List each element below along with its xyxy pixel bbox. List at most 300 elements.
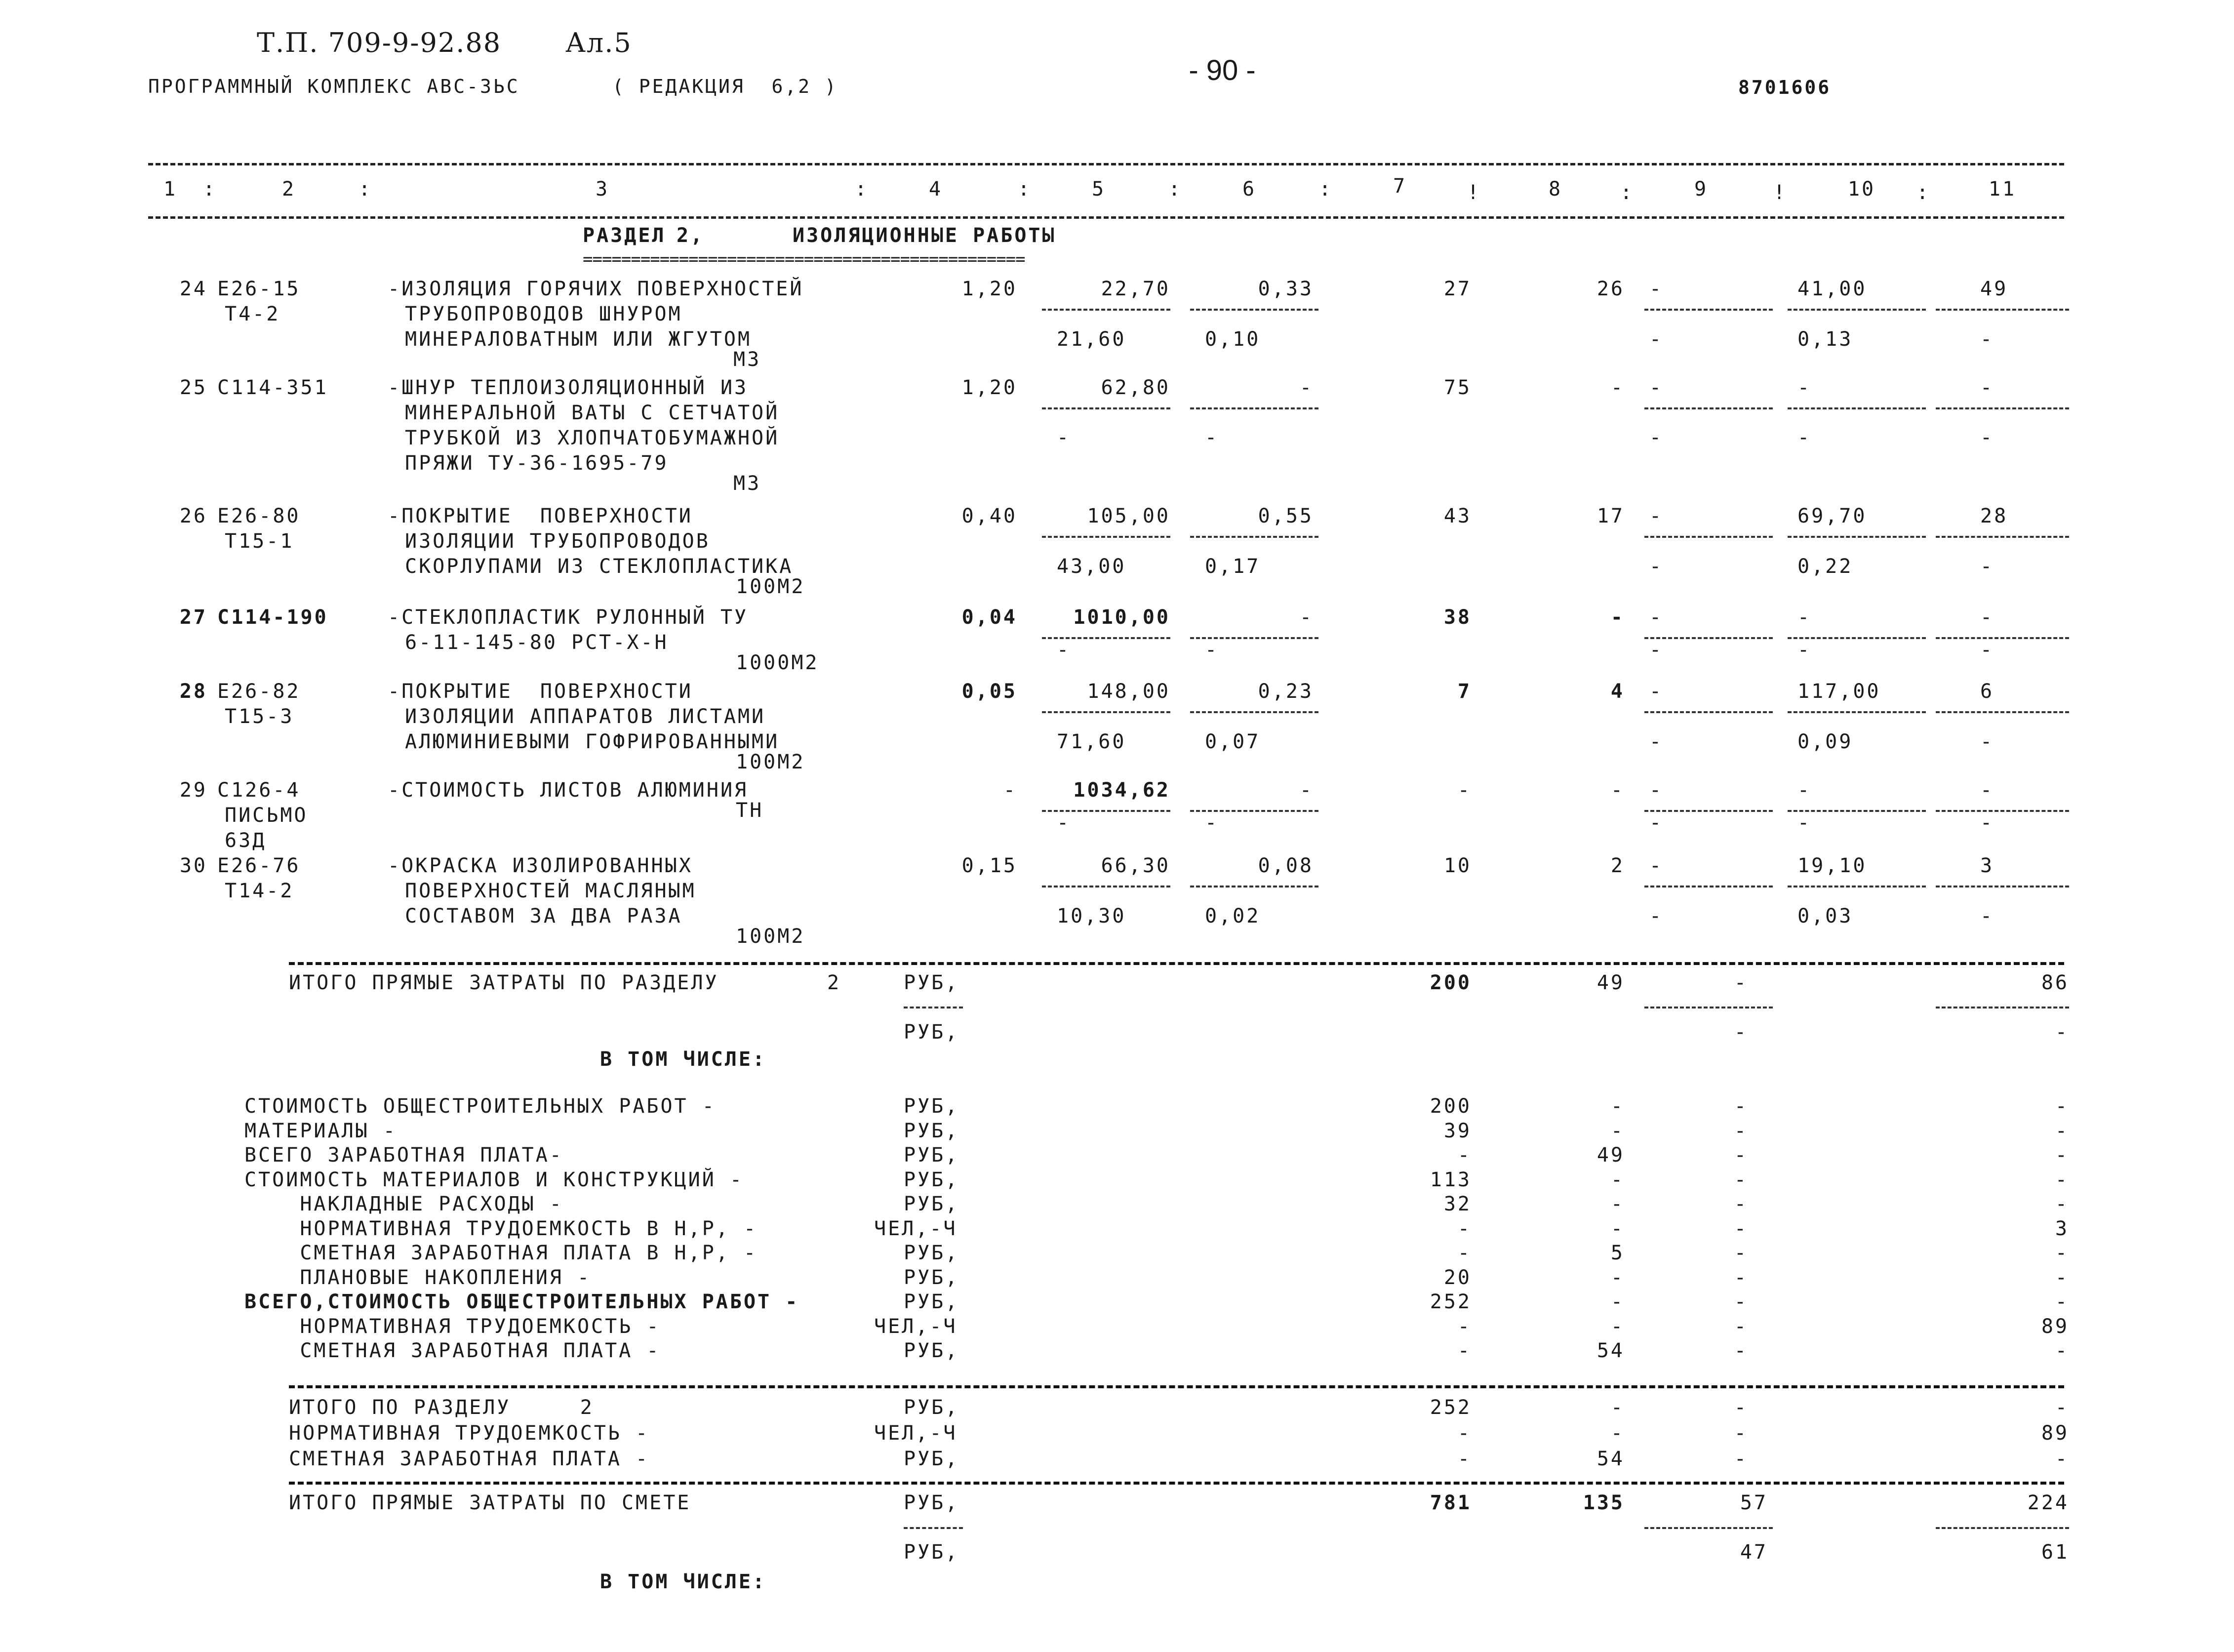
item-total-cost: 43: [1443, 505, 1472, 527]
item-total-cost: 27: [1443, 278, 1472, 300]
item-c11: 3: [1980, 854, 1995, 877]
summary-c7: -: [1457, 1448, 1472, 1470]
item-code: Е26-80: [217, 505, 301, 527]
item-c6: -: [1299, 606, 1314, 629]
breakdown-c8: -: [1610, 1119, 1625, 1142]
item-c10-lower: 0,22: [1797, 555, 1853, 578]
item-description: ПРЯЖИ ТУ-36-1695-79: [405, 452, 669, 475]
breakdown-label: ПЛАНОВЫЕ НАКОПЛЕНИЯ -: [244, 1266, 592, 1289]
item-c6: 0,55: [1258, 505, 1314, 527]
section-total-c9b: -: [1734, 1021, 1748, 1044]
item-unit: М3: [733, 348, 761, 371]
breakdown-unit: РУБ,: [904, 1144, 959, 1167]
section-total-c8: 49: [1596, 971, 1625, 994]
breakdown-label: ВСЕГО ЗАРАБОТНАЯ ПЛАТА-: [244, 1144, 563, 1167]
breakdown-c11: -: [2055, 1290, 2069, 1313]
item-description: ИЗОЛЯЦИИ ТРУБОПРОВОДОВ: [405, 530, 710, 553]
page-number: - 90 -: [1189, 54, 1256, 86]
cell-rule: [1042, 309, 1170, 311]
item-unit: 100М2: [736, 925, 805, 948]
item-total-cost: -: [1457, 779, 1472, 802]
item-description: -СТЕКЛОПЛАСТИК РУЛОННЫЙ ТУ: [388, 606, 749, 629]
item-code: Т4-2: [225, 303, 280, 325]
summary-unit: РУБ,: [904, 1396, 959, 1419]
breakdown-c9: -: [1734, 1168, 1748, 1191]
item-code: С126-4: [217, 779, 301, 802]
item-c11-lower: -: [1980, 555, 1995, 578]
breakdown-unit: РУБ,: [904, 1290, 959, 1313]
breakdown-c8: -: [1610, 1095, 1625, 1118]
breakdown-unit: ЧЕЛ,-Ч: [874, 1315, 957, 1338]
item-c6: -: [1299, 779, 1314, 802]
section-total-rule: [289, 962, 2064, 965]
item-c6: 0,33: [1258, 278, 1314, 300]
cell-rule: [1936, 536, 2069, 538]
item-c10-lower: -: [1797, 811, 1812, 834]
item-unit-price: 1034,62: [1073, 779, 1170, 802]
item-unit-price: 105,00: [1087, 505, 1170, 527]
item-total-cost: 75: [1443, 376, 1472, 399]
item-c6: 0,08: [1258, 854, 1314, 877]
cell-rule: [1936, 711, 2069, 713]
item-c8: -: [1610, 376, 1625, 399]
item-quantity: -: [1003, 779, 1017, 802]
item-c11-lower: -: [1980, 811, 1995, 834]
item-c9-lower: -: [1649, 328, 1664, 351]
breakdown-unit: РУБ,: [904, 1119, 959, 1142]
breakdown-c7: -: [1457, 1315, 1472, 1338]
item-number: 25: [179, 376, 207, 399]
cell-rule: [1190, 536, 1318, 538]
cell-rule: [1190, 886, 1318, 887]
breakdown-c11: -: [2055, 1266, 2069, 1289]
breakdown-c11: -: [2055, 1242, 2069, 1264]
item-c10: -: [1797, 606, 1812, 629]
cell-rule: [1644, 886, 1773, 887]
cell-rule: [1644, 407, 1773, 409]
item-unit: 100М2: [736, 751, 805, 773]
breakdown-unit: РУБ,: [904, 1095, 959, 1118]
item-c11-lower: -: [1980, 730, 1995, 753]
breakdown-c7: 32: [1443, 1193, 1472, 1215]
item-code: Т15-1: [225, 530, 294, 553]
breakdown-label: СТОИМОСТЬ ОБЩЕСТРОИТЕЛЬНЫХ РАБОТ -: [244, 1095, 716, 1118]
section-total-label: ИТОГО ПРЯМЫЕ ЗАТРАТЫ ПО РАЗДЕЛУ: [289, 971, 719, 994]
breakdown-c9: -: [1734, 1119, 1748, 1142]
cell-rule: [1042, 711, 1170, 713]
summary-c11: -: [2055, 1396, 2069, 1419]
breakdown-label: НОРМАТИВНАЯ ТРУДОЕМКОСТЬ -: [244, 1315, 661, 1338]
item-c6: 0,23: [1258, 680, 1314, 703]
item-description: АЛЮМИНИЕВЫМИ ГОФРИРОВАННЫМИ: [405, 730, 780, 753]
item-c8: -: [1610, 606, 1625, 629]
estimate-total-rule: [289, 1482, 2064, 1485]
item-c8: 26: [1596, 278, 1625, 300]
estimate-total-unit: РУБ,: [904, 1491, 959, 1514]
breakdown-c11: -: [2055, 1095, 2069, 1118]
item-unit-price-lower: 10,30: [1057, 905, 1126, 927]
cell-rule: [1042, 407, 1170, 409]
item-total-cost: 38: [1443, 606, 1472, 629]
cell-rule: [1788, 886, 1926, 887]
item-code: Е26-82: [217, 680, 301, 703]
estimate-total-c9: 57: [1740, 1491, 1768, 1514]
cell-rule: [1936, 407, 2069, 409]
breakdown-c8: -: [1610, 1315, 1625, 1338]
item-number: 24: [179, 278, 207, 300]
item-c10-lower: -: [1797, 639, 1812, 661]
cell-rule: [1644, 711, 1773, 713]
section-total-unit: РУБ,: [904, 971, 959, 994]
breakdown-c11: -: [2055, 1339, 2069, 1362]
col-sep: :: [1620, 181, 1635, 204]
item-c8: 2: [1610, 854, 1625, 877]
summary-c9: -: [1734, 1422, 1748, 1445]
item-unit-price: 1010,00: [1073, 606, 1170, 629]
breakdown-c8: -: [1610, 1217, 1625, 1240]
breakdown-unit: РУБ,: [904, 1242, 959, 1264]
summary-label: СМЕТНАЯ ЗАРАБОТНАЯ ПЛАТА -: [289, 1448, 650, 1470]
breakdown-c8: 54: [1596, 1339, 1625, 1362]
col-sep: :: [854, 178, 869, 201]
section-total-c7: 200: [1430, 971, 1472, 994]
item-description: -ПОКРЫТИЕ ПОВЕРХНОСТИ: [388, 505, 693, 527]
section-total-unit-rule: [904, 1007, 963, 1008]
section-number: 2,: [677, 224, 705, 247]
breakdown-c9: -: [1734, 1315, 1748, 1338]
summary-top-rule: [289, 1385, 2064, 1388]
estimate-total-c8: 135: [1583, 1491, 1625, 1514]
breakdown-c7: 113: [1430, 1168, 1472, 1191]
item-c6-lower: 0,02: [1205, 905, 1261, 927]
section-total-c11b: -: [2055, 1021, 2069, 1044]
col-sep: :: [1318, 178, 1333, 201]
breakdown-c8: -: [1610, 1193, 1625, 1215]
breakdown-c8: 49: [1596, 1144, 1625, 1167]
item-description: МИНЕРАЛОВАТНЫМ ИЛИ ЖГУТОМ: [405, 328, 752, 351]
estimate-total-unit-rule: [904, 1527, 963, 1529]
item-c10: -: [1797, 376, 1812, 399]
col-num-7: 7: [1393, 175, 1407, 198]
estimate-total-c9-rule: [1644, 1527, 1773, 1529]
breakdown-unit: РУБ,: [904, 1193, 959, 1215]
breakdown-label: СМЕТНАЯ ЗАРАБОТНАЯ ПЛАТА -: [244, 1339, 661, 1362]
breakdown-unit: РУБ,: [904, 1168, 959, 1191]
header-bottom-rule: [148, 216, 2064, 219]
item-unit-price-lower: 21,60: [1057, 328, 1126, 351]
estimate-total-c11b: 61: [2041, 1541, 2069, 1564]
item-description: ПОВЕРХНОСТЕЙ МАСЛЯНЫМ: [405, 880, 696, 902]
item-c10: -: [1797, 779, 1812, 802]
cell-rule: [1042, 536, 1170, 538]
cell-rule: [1788, 309, 1926, 311]
item-unit-price: 148,00: [1087, 680, 1170, 703]
estimate-total-c7: 781: [1430, 1491, 1472, 1514]
item-c9: -: [1649, 680, 1664, 703]
item-c8: 17: [1596, 505, 1625, 527]
breakdown-c9: -: [1734, 1290, 1748, 1313]
item-quantity: 0,04: [961, 606, 1017, 629]
summary-c9: -: [1734, 1448, 1748, 1470]
breakdown-c8: -: [1610, 1290, 1625, 1313]
item-number: 30: [179, 854, 207, 877]
col-sep: :: [358, 178, 373, 201]
breakdown-c11: 3: [2055, 1217, 2069, 1240]
table-top-rule: [148, 163, 2064, 165]
col-num-4: 4: [928, 178, 943, 201]
cell-rule: [1936, 309, 2069, 311]
breakdown-c7: -: [1457, 1339, 1472, 1362]
cell-rule: [1936, 886, 2069, 887]
cell-rule: [1788, 711, 1926, 713]
col-num-8: 8: [1548, 178, 1563, 201]
item-quantity: 1,20: [961, 376, 1017, 399]
breakdown-c9: -: [1734, 1266, 1748, 1289]
breakdown-unit: ЧЕЛ,-Ч: [874, 1217, 957, 1240]
item-unit-price-lower: -: [1057, 811, 1071, 834]
item-c11: -: [1980, 376, 1995, 399]
summary-label: ИТОГО ПО РАЗДЕЛУ 2: [289, 1396, 594, 1419]
item-c11-lower: -: [1980, 905, 1995, 927]
section-underline: ==============================================: [583, 249, 1025, 269]
item-quantity: 0,05: [961, 680, 1017, 703]
summary-c7: -: [1457, 1422, 1472, 1445]
cell-rule: [1788, 407, 1926, 409]
breakdown-unit: РУБ,: [904, 1266, 959, 1289]
program-name: ПРОГРАММНЫЙ КОМПЛЕКС АВС-3ЬС: [148, 76, 520, 97]
item-code: С114-351: [217, 376, 328, 399]
item-description: СОСТАВОМ ЗА ДВА РАЗА: [405, 905, 682, 927]
breakdown-label: НОРМАТИВНАЯ ТРУДОЕМКОСТЬ В Н,Р, -: [244, 1217, 758, 1240]
item-code: Е26-15: [217, 278, 301, 300]
item-c8: -: [1610, 779, 1625, 802]
item-unit-price-lower: -: [1057, 426, 1071, 449]
item-description: -ПОКРЫТИЕ ПОВЕРХНОСТИ: [388, 680, 693, 703]
item-c9: -: [1649, 779, 1664, 802]
cell-rule: [1190, 407, 1318, 409]
cell-rule: [1042, 886, 1170, 887]
item-code: Т14-2: [225, 880, 294, 902]
col-num-3: 3: [595, 178, 610, 201]
item-code: ПИСЬМО: [225, 804, 308, 827]
breakdown-label: ВСЕГО,СТОИМОСТЬ ОБЩЕСТРОИТЕЛЬНЫХ РАБОТ -: [244, 1290, 799, 1313]
summary-c8: -: [1610, 1422, 1625, 1445]
section-total-c9-rule: [1644, 1007, 1773, 1008]
col-sep: :: [1916, 181, 1931, 204]
section-total-number: 2: [827, 971, 841, 994]
item-c6-lower: 0,07: [1205, 730, 1261, 753]
item-c10-lower: 0,13: [1797, 328, 1853, 351]
summary-c8: -: [1610, 1396, 1625, 1419]
item-c11-lower: -: [1980, 639, 1995, 661]
breakdown-c8: -: [1610, 1168, 1625, 1191]
summary-c9: -: [1734, 1396, 1748, 1419]
item-c6-lower: -: [1205, 811, 1219, 834]
including-label-2: В ТОМ ЧИСЛЕ:: [600, 1571, 766, 1593]
item-unit-price-lower: -: [1057, 639, 1071, 661]
breakdown-c9: -: [1734, 1339, 1748, 1362]
item-number: 28: [179, 680, 207, 703]
item-description: МИНЕРАЛЬНОЙ ВАТЫ С СЕТЧАТОЙ: [405, 402, 780, 424]
item-unit-price-lower: 43,00: [1057, 555, 1126, 578]
item-description: ТРУБКОЙ ИЗ ХЛОПЧАТОБУМАЖНОЙ: [405, 427, 780, 449]
item-c6: -: [1299, 376, 1314, 399]
item-c11: 6: [1980, 680, 1995, 703]
item-quantity: 1,20: [961, 278, 1017, 300]
item-description: -ШНУР ТЕПЛОИЗОЛЯЦИОННЫЙ ИЗ: [388, 376, 749, 399]
item-total-cost: 10: [1443, 854, 1472, 877]
breakdown-c11: -: [2055, 1144, 2069, 1167]
item-c11: 49: [1980, 278, 2008, 300]
col-num-2: 2: [281, 178, 296, 201]
item-unit: 100М2: [736, 575, 805, 598]
section-title: ИЗОЛЯЦИОННЫЕ РАБОТЫ: [793, 224, 1056, 247]
item-description: СКОРЛУПАМИ ИЗ СТЕКЛОПЛАСТИКА: [405, 555, 794, 578]
item-quantity: 0,40: [961, 505, 1017, 527]
item-c6-lower: -: [1205, 639, 1219, 661]
col-sep: !: [1467, 181, 1481, 204]
breakdown-c9: -: [1734, 1193, 1748, 1215]
breakdown-label: СМЕТНАЯ ЗАРАБОТНАЯ ПЛАТА В Н,Р, -: [244, 1242, 758, 1264]
section-total-c9: -: [1734, 971, 1748, 994]
item-quantity: 0,15: [961, 854, 1017, 877]
breakdown-c9: -: [1734, 1144, 1748, 1167]
item-unit-price: 62,80: [1101, 376, 1170, 399]
col-sep: :: [202, 178, 217, 201]
item-c9: -: [1649, 505, 1664, 527]
item-number: 26: [179, 505, 207, 527]
col-sep: :: [1168, 178, 1183, 201]
col-num-5: 5: [1091, 178, 1106, 201]
item-c10: 69,70: [1797, 505, 1867, 527]
item-c11: -: [1980, 779, 1995, 802]
item-unit-price-lower: 71,60: [1057, 730, 1126, 753]
breakdown-c9: -: [1734, 1242, 1748, 1264]
cell-rule: [1190, 309, 1318, 311]
item-c6-lower: -: [1205, 426, 1219, 449]
breakdown-c7: 39: [1443, 1119, 1472, 1142]
breakdown-c8: -: [1610, 1266, 1625, 1289]
item-c9-lower: -: [1649, 639, 1664, 661]
breakdown-c7: -: [1457, 1144, 1472, 1167]
item-total-cost: 7: [1457, 680, 1472, 703]
item-c9-lower: -: [1649, 426, 1664, 449]
item-c8: 4: [1610, 680, 1625, 703]
section-total-c11: 86: [2041, 971, 2069, 994]
item-description: -СТОИМОСТЬ ЛИСТОВ АЛЮМИНИЯ: [388, 779, 749, 802]
section-label: РАЗДЕЛ: [583, 224, 666, 247]
section-total-c11-rule: [1936, 1007, 2069, 1008]
col-num-10: 10: [1847, 178, 1876, 201]
section-total-unit-2: РУБ,: [904, 1021, 959, 1044]
estimate-total-c11: 224: [2027, 1491, 2069, 1514]
col-num-6: 6: [1242, 178, 1257, 201]
doc-number: 8701606: [1738, 77, 1832, 98]
item-c6-lower: 0,17: [1205, 555, 1261, 578]
col-sep: :: [1017, 178, 1032, 201]
item-c9-lower: -: [1649, 555, 1664, 578]
breakdown-c11: -: [2055, 1168, 2069, 1191]
item-code: Е26-76: [217, 854, 301, 877]
item-c10-lower: 0,09: [1797, 730, 1853, 753]
breakdown-c7: 20: [1443, 1266, 1472, 1289]
item-description: 6-11-145-80 РСТ-Х-Н: [405, 631, 669, 654]
col-num-11: 11: [1988, 178, 2017, 201]
breakdown-c9: -: [1734, 1217, 1748, 1240]
cell-rule: [1788, 536, 1926, 538]
item-c10: 41,00: [1797, 278, 1867, 300]
item-code: Т15-3: [225, 705, 294, 728]
item-c10: 117,00: [1797, 680, 1881, 703]
item-c11-lower: -: [1980, 328, 1995, 351]
item-number: 27: [179, 606, 207, 629]
summary-c11: -: [2055, 1448, 2069, 1470]
item-unit-price: 22,70: [1101, 278, 1170, 300]
summary-unit: ЧЕЛ,-Ч: [874, 1422, 957, 1445]
item-c9: -: [1649, 278, 1664, 300]
item-description: ТРУБОПРОВОДОВ ШНУРОМ: [405, 303, 682, 325]
item-description: -ИЗОЛЯЦИЯ ГОРЯЧИХ ПОВЕРХНОСТЕЙ: [388, 278, 804, 300]
cell-rule: [1644, 309, 1773, 311]
breakdown-c9: -: [1734, 1095, 1748, 1118]
item-unit: 1000М2: [736, 651, 819, 674]
breakdown-c11: -: [2055, 1119, 2069, 1142]
doc-code: Т.П. 709-9-92.88: [257, 27, 502, 58]
program-edition: ( РЕДАКЦИЯ 6,2 ): [612, 76, 838, 97]
summary-c8: 54: [1596, 1448, 1625, 1470]
item-c11: -: [1980, 606, 1995, 629]
col-num-9: 9: [1694, 178, 1709, 201]
breakdown-c8: 5: [1610, 1242, 1625, 1264]
summary-unit: РУБ,: [904, 1448, 959, 1470]
estimate-total-c11-rule: [1936, 1527, 2069, 1529]
breakdown-c7: -: [1457, 1217, 1472, 1240]
item-number: 29: [179, 779, 207, 802]
item-c10-lower: -: [1797, 426, 1812, 449]
including-label: В ТОМ ЧИСЛЕ:: [600, 1048, 766, 1071]
estimate-total-label: ИТОГО ПРЯМЫЕ ЗАТРАТЫ ПО СМЕТЕ: [289, 1491, 691, 1514]
cell-rule: [1190, 711, 1318, 713]
summary-c11: 89: [2041, 1422, 2069, 1445]
item-c11-lower: -: [1980, 426, 1995, 449]
cell-rule: [1644, 536, 1773, 538]
breakdown-unit: РУБ,: [904, 1339, 959, 1362]
breakdown-c7: 252: [1430, 1290, 1472, 1313]
item-unit: М3: [733, 472, 761, 495]
item-c9: -: [1649, 606, 1664, 629]
item-code: 63Д: [225, 829, 267, 852]
item-c9-lower: -: [1649, 730, 1664, 753]
summary-label: НОРМАТИВНАЯ ТРУДОЕМКОСТЬ -: [289, 1422, 650, 1445]
item-c10: 19,10: [1797, 854, 1867, 877]
breakdown-c7: -: [1457, 1242, 1472, 1264]
item-c10-lower: 0,03: [1797, 905, 1853, 927]
col-num-1: 1: [163, 178, 178, 201]
item-description: -ОКРАСКА ИЗОЛИРОВАННЫХ: [388, 854, 693, 877]
breakdown-label: МАТЕРИАЛЫ -: [244, 1119, 397, 1142]
item-code: С114-190: [217, 606, 328, 629]
item-unit-price: 66,30: [1101, 854, 1170, 877]
breakdown-c11: -: [2055, 1193, 2069, 1215]
estimate-total-unit-2: РУБ,: [904, 1541, 959, 1564]
estimate-total-c9b: 47: [1740, 1541, 1768, 1564]
item-unit: ТН: [736, 799, 764, 822]
item-c9: -: [1649, 376, 1664, 399]
item-c9-lower: -: [1649, 905, 1664, 927]
sheet-label: Ал.5: [565, 27, 632, 58]
item-c9: -: [1649, 854, 1664, 877]
summary-c7: 252: [1430, 1396, 1472, 1419]
